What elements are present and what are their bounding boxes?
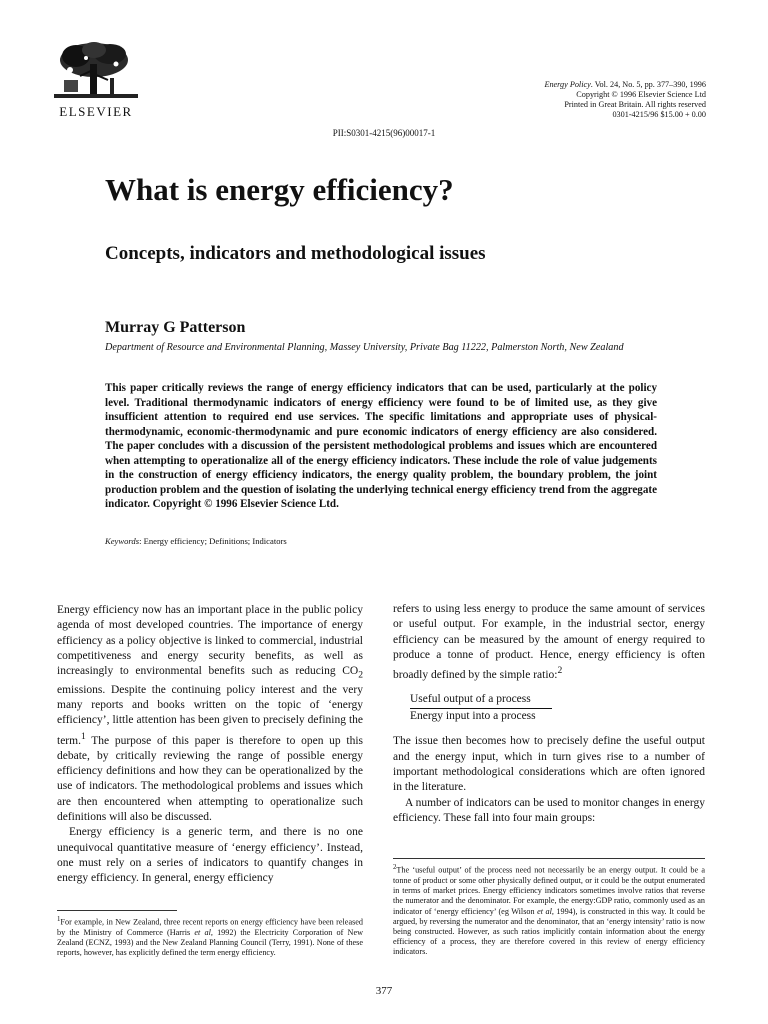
paper-title: What is energy efficiency?: [105, 172, 454, 207]
body-paragraph: Energy efficiency is a generic term, and there is no one unequivocal quantitative measure of ‘energy efficiency’. Instead, one must rely on a series of indicators to quantify changes in energy efficiency. In general, energy efficiency: [57, 826, 363, 885]
subscript: 2: [358, 669, 363, 681]
keywords-label: Keywords: [105, 536, 140, 546]
body-paragraph: [393, 602, 705, 683]
paper-subtitle: Concepts, indicators and methodological issues: [105, 243, 486, 264]
page-number: 377: [375, 985, 393, 997]
pii-identifier: PII:S0301-4215(96)00017-1: [332, 128, 436, 138]
body-text: refers to using less energy to produce the same amount of services or useful output. For example, in the industrial sector, energy efficiency can be measured by the amount of energy required to produce a tonne of product. Hence, energy efficiency is often broadly defined by the simple ratio:: [393, 603, 705, 682]
body-text: Energy efficiency now has an important place in the public policy agenda of most developed countries. The importance of energy efficiency as a policy objective is linked to commercial, industrial competitiveness and energy security benefits, as well as increasingly to environmental benefits such as reducing CO: [57, 604, 363, 678]
body-column-right: [393, 602, 705, 826]
citation-journal: Energy Policy: [544, 80, 591, 89]
ratio-numerator: Useful output of a process: [410, 692, 552, 709]
footnote-text: , 1994), is constructed in this way. It could be argued, by reversing the numerator and the denominator, that an ‘energy intensity’ ratio is now being constructed. However, as such ratios implicitly contain information about the energy efficiency of a process, they are therefore covered in this review of energy efficiency indicators.: [393, 906, 705, 957]
citation-copyright: Copyright © 1996 Elsevier Science Ltd: [576, 90, 706, 99]
citation-code: 0301-4215/96 $15.00 + 0.00: [612, 110, 706, 119]
body-column-left: [57, 603, 363, 886]
body-paragraph: The issue then becomes how to precisely define the useful output and the energy input, which in turn gives rise to a number of important methodological considerations which are often ignored in the literature.: [393, 735, 705, 794]
publisher-name: ELSEVIER: [59, 104, 133, 119]
footnote-italic: et al: [194, 927, 211, 937]
footnote-italic: et al: [537, 906, 552, 916]
body-paragraph: [57, 603, 363, 825]
keywords: [105, 536, 287, 546]
abstract: This paper critically reviews the range of energy efficiency indicators that can be used, particularly at the policy level. Traditional thermodynamic indicators of energy efficiency were found to be of limited use, as they give insufficient attention to required end use services. The specific limitations and appropriate uses of physical-thermodynamic, economic-thermodynamic and pure economic indicators of energy efficiency are also considered. The paper concludes with a discussion of the persistent methodological problems and issues which are encountered when attempting to operationalize all of the energy efficiency indicators. These include the role of value judgements in the construction of energy efficiency indicators, the energy quality problem, the boundary problem, the joint production problem and the question of isolating the underlying technical energy efficiency trend from the aggregate indicator. Copyright © 1996 Elsevier Science Ltd.: [105, 382, 657, 510]
publisher-logo: [50, 40, 142, 120]
author-affiliation: Department of Resource and Environmental Planning, Massey University, Private Bag 11222, Palmerston North, New Zealand: [105, 342, 624, 353]
author-name: Murray G Patterson: [105, 319, 246, 336]
citation-details: . Vol. 24, No. 5, pp. 377–390, 1996: [590, 80, 706, 89]
footnote-2: [393, 858, 705, 958]
citation-printed: Printed in Great Britain. All rights reserved: [564, 100, 706, 109]
footnote-number: 2: [393, 864, 397, 871]
body-text: The purpose of this paper is therefore to open up this debate, by critically reviewing the range of possible energy efficiency definitions and how they can be operationalized by the use of indicators. The methodological problems and issues which are then encountered when attempting to operationalize such definitions will also be discussed.: [57, 734, 363, 823]
body-text: emissions. Despite the continuing policy interest and the very many reports and books written on the topic of ‘energy efficiency’, little attention has been given to precisely defining the term.: [57, 683, 363, 747]
footnote-marker: 1: [80, 730, 86, 742]
footnote-1: [57, 910, 363, 959]
elsevier-tree-icon: [50, 40, 142, 102]
footnote-divider: [393, 858, 705, 859]
citation-journal-line: [446, 80, 706, 90]
keywords-text: : Energy efficiency; Definitions; Indicators: [139, 536, 287, 546]
footnote-text: , 1992) the Electricity Corporation of New Zealand (ECNZ, 1993) and the New Zealand Planning Council (Terry, 1991). None of these reports, however, has explicitly defined the term energy efficiency.: [57, 927, 363, 958]
footnote-divider: [57, 910, 177, 911]
footnote-marker: 2: [557, 665, 563, 677]
citation-block: [446, 80, 706, 120]
efficiency-ratio: [410, 692, 552, 724]
ratio-denominator: Energy input into a process: [410, 710, 536, 723]
footnote-number: 1: [57, 916, 61, 923]
footnote-text: The ‘useful output’ of the process need not necessarily be an energy output. It could be a tonne of product or some other physically defined output, or it could be the output enumerated in terms of market prices. Energy efficiency indicators sometimes involve ratios that reverse the numerator and the denominator. For example, the energy:GDP ratio, commonly used as an indicator of ‘energy efficiency’ (eg Wilson: [393, 865, 705, 916]
body-paragraph: A number of indicators can be used to monitor changes in energy efficiency. These fall into four main groups:: [393, 796, 705, 824]
footnote-text: For example, in New Zealand, three recent reports on energy efficiency have been released by the Ministry of Commerce (Harris: [57, 917, 363, 937]
